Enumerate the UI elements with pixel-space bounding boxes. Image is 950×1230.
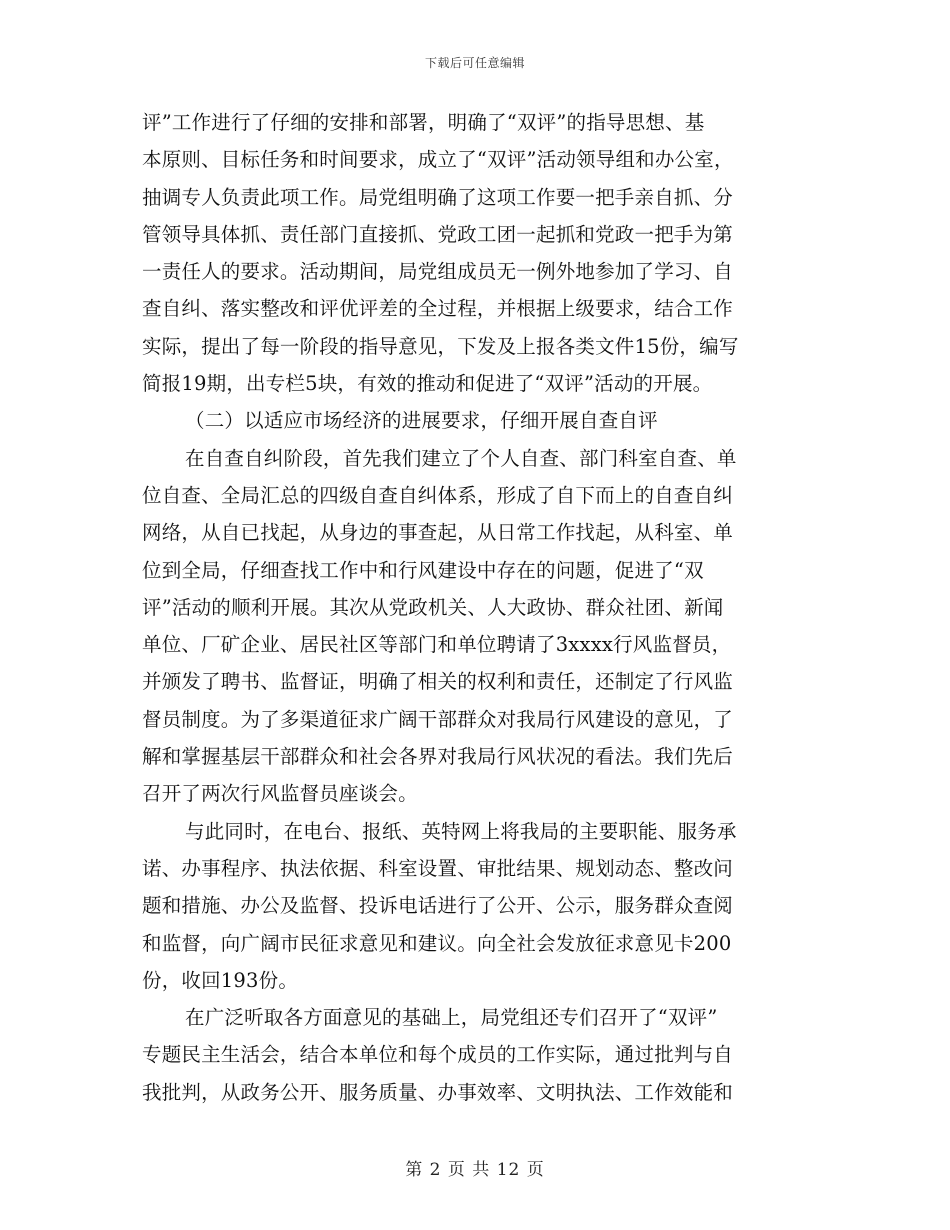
text-line: 查自纠、落实整改和评优评差的全过程，并根据上级要求，结合工作: [142, 297, 734, 321]
text-line: 简报19期，出专栏5块，有效的推动和促进了“双评”活动的开展。: [142, 372, 713, 396]
text-line: 题和措施、办公及监督、投诉电话进行了公开、公示，服务群众查阅: [142, 894, 734, 918]
text-line: 和监督，向广阔市民征求意见和建议。向全社会发放征求意见卡200: [142, 931, 732, 955]
text-line: 在自查自纠阶段，首先我们建立了个人自查、部门科室自查、单: [185, 446, 737, 470]
text-line: 在广泛听取各方面意见的基础上，局党组还专们召开了“双评”: [185, 1006, 718, 1030]
page-header: 下载后可任意编辑: [424, 56, 525, 70]
text-line: 实际，提出了每一阶段的指导意见，下发及上报各类文件15份，编写: [142, 334, 739, 358]
text-line: 专题民主生活会，结合本单位和每个成员的工作实际，通过批判与自: [142, 1043, 734, 1067]
text-line: 与此同时，在电台、报纸、英特网上将我局的主要职能、服务承: [185, 819, 737, 843]
text-line: 召开了两次行风监督员座谈会。: [142, 782, 418, 806]
text-line: 评”活动的顺利开展。其次从党政机关、人大政协、群众社团、新闻: [142, 595, 724, 619]
text-line: 位到全局，仔细查找工作中和行风建设中存在的问题，促进了“双: [142, 558, 704, 582]
text-line: 单位、厂矿企业、居民社区等部门和单位聘请了3xxxx行风监督员，: [142, 633, 732, 657]
text-line: 一责任人的要求。活动期间，局党组成员无一例外地参加了学习、自: [142, 260, 734, 284]
text-line: 网络，从自已找起，从身边的事查起，从日常工作找起，从科室、单: [142, 521, 734, 545]
text-line: 评”工作进行了仔细的安排和部署，明确了“双评”的指导思想、基: [142, 111, 705, 134]
text-line: 诺、办事程序、执法依据、科室设置、审批结果、规划动态、整改问: [142, 856, 734, 880]
body-text: [142, 104, 812, 1111]
text-line: 抽调专人负责此项工作。局党组明确了这项工作要一把手亲自抓、分: [142, 185, 734, 209]
text-line: 督员制度。为了多渠道征求广阔干部群众对我局行风建设的意见，了: [142, 707, 734, 731]
text-line: 我批判，从政务公开、服务质量、办事效率、文明执法、工作效能和: [142, 1080, 734, 1104]
text-line: 并颁发了聘书、监督证，明确了相关的权利和责任，还制定了行风监: [142, 670, 734, 694]
text-line: （二）以适应市场经济的进展要求，仔细开展自查自评: [185, 409, 658, 433]
text-line: 本原则、目标任务和时间要求，成立了“双评”活动领导组和办公室，: [142, 148, 734, 172]
text-line: 份，收回193份。: [142, 968, 299, 992]
text-line: 位自查、全局汇总的四级自查自纠体系，形成了自下而上的自查自纠: [142, 483, 734, 507]
page-footer: 第 2 页 共 12 页: [405, 1160, 545, 1180]
text-line: 管领导具体抓、责任部门直接抓、党政工团一起抓和党政一把手为第: [142, 222, 734, 246]
text-line: 解和掌握基层干部群众和社会各界对我局行风状况的看法。我们先后: [142, 745, 734, 769]
